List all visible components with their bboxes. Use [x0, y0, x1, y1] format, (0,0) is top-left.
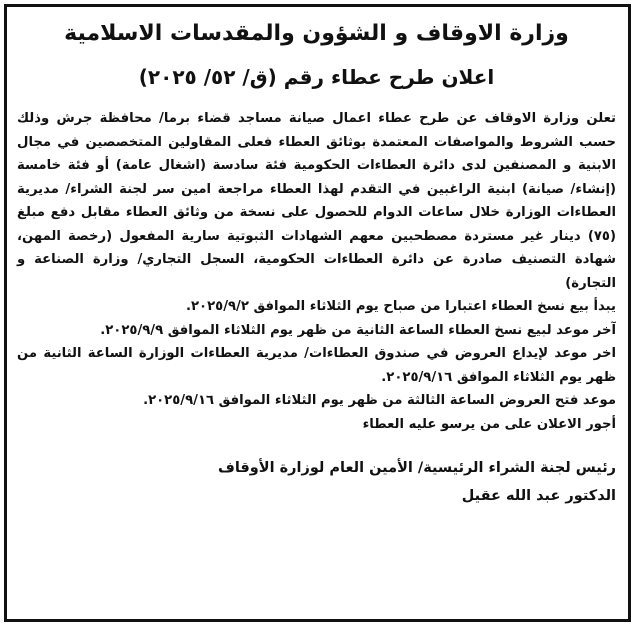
- advertising-fees-line: أجور الاعلان على من يرسو عليه العطاء: [362, 416, 616, 432]
- signatory-title: رئيس لجنة الشراء الرئيسية/ الأمين العام لوزارة الأوقاف: [218, 460, 616, 476]
- intro-paragraph: تعلن وزارة الاوقاف عن طرح عطاء اعمال صيانة مساجد قضاء برما/ محافظة جرش وذلك حسب الشروط والمواصفات المعتمدة بوثائق العطاء فعلى المقاولين المتخصصين في مجال الابنية و المصنفين لدى دائرة العطاءات الحكومية فئة سادسة (اشغال عامة) أو فئة خامسة (إنشاء/ صيانة) ابنية الراغبين في التقدم لهذا العطاء مراجعة امين سر لجنة الشراء/ مديرية العطاءات الوزارة خلال ساعات الدوام للحصول على نسخة من وثائق العطاء مقابل دفع مبلغ (٧٥) دينار غير مستردة مصطحبين معهم الشهادات الثبوتية سارية المفعول (رخصة المهن، شهادة التصنيف صادرة عن دائرة العطاءات الحكومية، السجل التجاري/ وزارة الصناعة و التجارة): [17, 111, 616, 291]
- sale-end-line: آخر موعد لبيع نسخ العطاء الساعة الثانية من ظهر يوم الثلاثاء الموافق ٢٠٢٥/٩/٩.: [100, 322, 616, 338]
- opening-date-line: موعد فتح العروض الساعة الثالثة من ظهر يوم الثلاثاء الموافق ٢٠٢٥/٩/١٦.: [143, 393, 616, 408]
- announcement-body: [17, 107, 616, 436]
- signature-block: [17, 454, 616, 510]
- submission-deadline-paragraph: اخر موعد لإيداع العروض في صندوق العطاءات/ مديرية العطاءات الوزارة الساعة الثانية من ظهر يوم الثلاثاء الموافق ٢٠٢٥/٩/١٦.: [17, 346, 616, 385]
- announcement-content: [17, 15, 616, 611]
- sale-start-line: يبدأ بيع نسخ العطاء اعتبارا من صباح يوم الثلاثاء الموافق ٢٠٢٥/٩/٢.: [185, 299, 616, 314]
- signatory-name: الدكتور عبد الله عقيل: [461, 488, 616, 504]
- ministry-title: وزارة الاوقاف و الشؤون والمقدسات الاسلامية: [64, 21, 569, 46]
- tender-number-title: اعلان طرح عطاء رقم (ق/ ٥٢/ ٢٠٢٥): [138, 65, 495, 89]
- announcement-frame: [4, 4, 631, 622]
